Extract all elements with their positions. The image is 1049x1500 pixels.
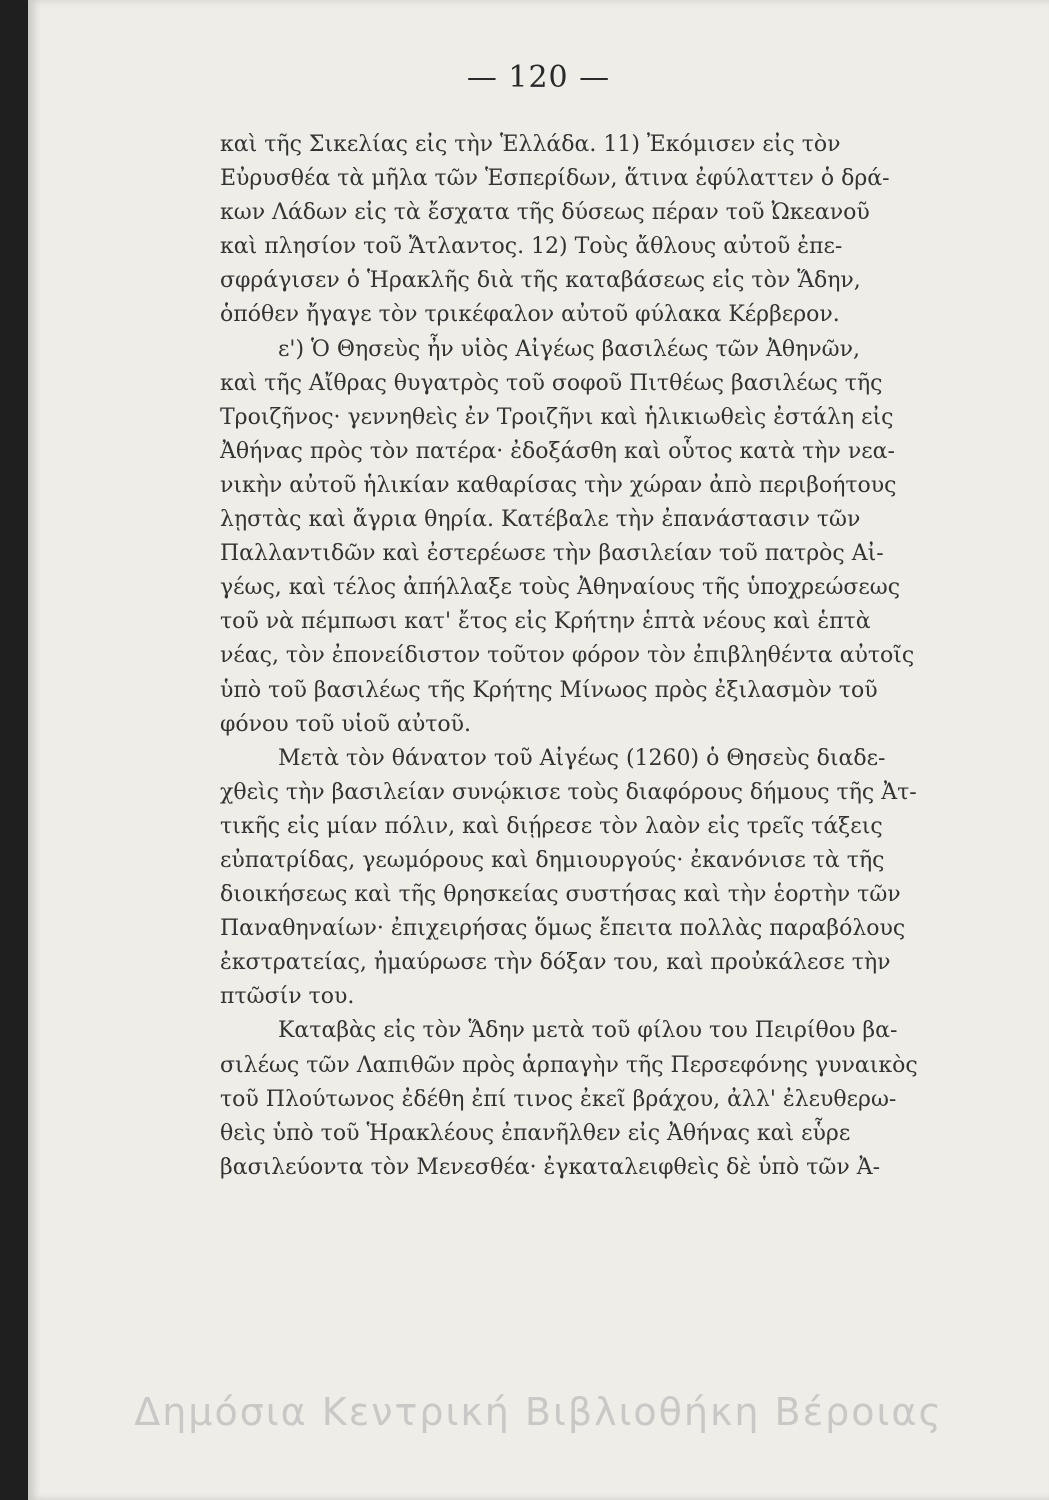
text-line: καὶ τῆς Σικελίας εἰς τὴν Ἑλλάδα. 11) Ἐκόμισεν εἰς τὸν [220, 132, 841, 157]
text-line: καὶ πλησίον τοῦ Ἄτλαντος. 12) Τοὺς ἄθλους αὐτοῦ ἐπε- [220, 234, 843, 260]
text-line: λῃστὰς καὶ ἄγρια θηρία. Κατέβαλε τὴν ἐπανάστασιν τῶν [220, 507, 861, 533]
text-line: νικὴν αὐτοῦ ἡλικίαν καθαρίσας τὴν χώραν ἀπὸ περιβοήτους [220, 472, 897, 498]
text-line: Παναθηναίων· ἐπιχειρήσας ὅμως ἔπειτα πολλὰς παραβόλους [220, 916, 906, 942]
book-page [28, 0, 1049, 1500]
text-line: νέας, τὸν ἐπονείδιστον τοῦτον φόρον τὸν ἐπιβληθέντα αὐτοῖς [220, 643, 915, 669]
text-line: τοῦ Πλούτωνος ἐδέθη ἐπί τινος ἐκεῖ βράχου, ἀλλ' ἐλευθερω- [220, 1086, 897, 1112]
text-line: ἐκστρατείας, ἠμαύρωσε τὴν δόξαν του, καὶ προὐκάλεσε τὴν [220, 950, 891, 976]
text-line: θεὶς ὑπὸ τοῦ Ἡρακλέους ἐπανῆλθεν εἰς Ἀθήνας καὶ εὗρε [220, 1120, 851, 1146]
text-line: χθεὶς τὴν βασιλείαν συνῴκισε τοὺς διαφόρους δήμους τῆς Ἀτ- [220, 779, 917, 805]
text-line: Ἀθήνας πρὸς τὸν πατέρα· ἐδοξάσθη καὶ οὗτος κατὰ τὴν νεα- [220, 438, 895, 464]
text-line: τικῆς εἰς μίαν πόλιν, καὶ διῄρεσε τὸν λαὸν εἰς τρεῖς τάξεις [220, 813, 883, 839]
text-line: ὑπὸ τοῦ βασιλέως τῆς Κρήτης Μίνωος πρὸς ἐξιλασμὸν τοῦ [220, 677, 878, 703]
text-line: σιλέως τῶν Λαπιθῶν πρὸς ἁρπαγὴν τῆς Περσεφόνης γυναικὸς [220, 1052, 918, 1078]
library-watermark: Δημόσια Κεντρική Βιβλιοθήκη Βέροιας [134, 1390, 943, 1434]
text-line: Εὐρυσθέα τὰ μῆλα τῶν Ἑσπερίδων, ἅτινα ἐφύλαττεν ὁ δρά- [220, 166, 890, 192]
text-line: σφράγισεν ὁ Ἡρακλῆς διὰ τῆς καταβάσεως εἰς τὸν Ἅδην, [220, 268, 861, 294]
text-line: ὁπόθεν ἤγαγε τὸν τρικέφαλον αὐτοῦ φύλακα Κέρβερον. [220, 302, 840, 328]
text-line: Παλλαντιδῶν καὶ ἐστερέωσε τὴν βασιλείαν τοῦ πατρὸς Αἰ- [220, 541, 884, 567]
text-line: καὶ τῆς Αἴθρας θυγατρὸς τοῦ σοφοῦ Πιτθέως βασιλέως τῆς [220, 370, 883, 396]
text-line: ε') Ὁ Θησεὺς ἦν υἱὸς Αἰγέως βασιλέως τῶν Ἀθηνῶν, [278, 336, 860, 362]
text-line: Καταβὰς εἰς τὸν Ἅδην μετὰ τοῦ φίλου του Πειρίθου βα- [278, 1018, 898, 1044]
text-line: διοικήσεως καὶ τῆς θρησκείας συστήσας καὶ τὴν ἑορτὴν τῶν [220, 882, 901, 908]
page-number: — 120 — [466, 60, 611, 95]
text-line: φόνου τοῦ υἱοῦ αὐτοῦ. [220, 711, 472, 737]
text-line: Μετὰ τὸν θάνατον τοῦ Αἰγέως (1260) ὁ Θησεὺς διαδε- [278, 745, 886, 771]
text-line: γέως, καὶ τέλος ἀπήλλαξε τοὺς Ἀθηναίους τῆς ὑποχρεώσεως [220, 575, 901, 601]
text-line: πτῶσίν του. [220, 984, 355, 1010]
text-line: εὐπατρίδας, γεωμόρους καὶ δημιουργούς· ἐκανόνισε τὰ τῆς [220, 847, 885, 873]
text-line: βασιλεύοντα τὸν Μενεσθέα· ἐγκαταλειφθεὶς δὲ ὑπὸ τῶν Ἀ- [220, 1154, 881, 1180]
body-text [220, 128, 1040, 1185]
text-line: Τροιζῆνος· γεννηθεὶς ἐν Τροιζῆνι καὶ ἡλικιωθεὶς ἐστάλη εἰς [220, 404, 894, 430]
text-line: τοῦ νὰ πέμπωσι κατ' ἔτος εἰς Κρήτην ἑπτὰ νέους καὶ ἑπτὰ [220, 609, 871, 635]
text-line: κων Λάδων εἰς τὰ ἔσχατα τῆς δύσεως πέραν τοῦ Ὠκεανοῦ [220, 200, 870, 226]
